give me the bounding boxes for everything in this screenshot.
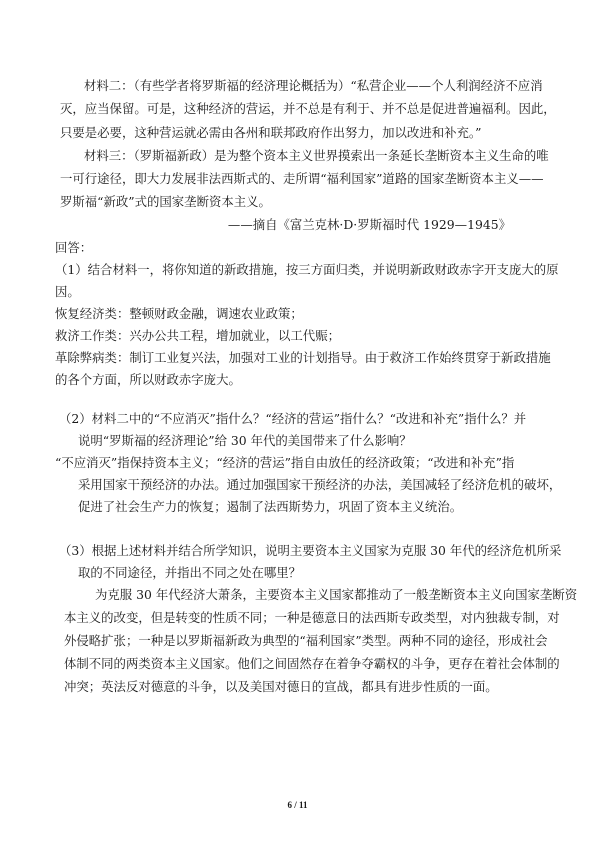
material3-line-3: 罗斯福“新政”式的国家垄断资本主义。 xyxy=(60,194,271,209)
answer3-line-5: 冲突；英法反对德意的斗争，以及美国对德日的宣战，都具有进步性质的一面。 xyxy=(64,679,498,694)
question3-line-1: （3）根据上述材料并结合所学知识，说明主要资本主义国家为克服 30 年代的经济危机所采 xyxy=(59,543,562,558)
answer1-line-3: 革除弊病类：制订工业复兴法，加强对工业的计划指导。由于救济工作始终贯穿于新政措施 xyxy=(55,350,551,365)
question1-line-1: （1）结合材料一，将你知道的新政措施，按三方面归类，并说明新政财政赤字开支庞大的原 xyxy=(55,262,559,277)
answer3-line-1: 为克服 30 年代经济大萧条，主要资本主义国家都推动了一般垄断资本主义向国家垄断资 xyxy=(95,587,578,602)
answer3-line-2: 本主义的改变，但是转变的性质不同；一种是德意日的法西斯专政类型，对内独裁专制，对 xyxy=(64,610,560,625)
answer3-line-3: 外侵略扩张；一种是以罗斯福新政为典型的“福利国家”类型。两种不同的途径，形成社会 xyxy=(64,633,548,648)
page-number: 6 / 11 xyxy=(287,800,308,810)
material2-line-3: 只要是必要，这种营运就必需由各州和联邦政府作出努力，加以改进和补充。” xyxy=(60,125,482,140)
material2-line-1: 材料二：（有些学者将罗斯福的经济理论概括为）“私营企业——个人利润经济不应消 xyxy=(84,78,543,93)
answer3-line-4: 体制不同的两类资本主义国家。他们之间固然存在着争夺霸权的斗争，更存在着社会体制的 xyxy=(64,656,560,671)
answer2-line-2: 采用国家干预经济的办法。通过加强国家干预经济的办法，美国减轻了经济危机的破坏， xyxy=(78,477,562,492)
question2-line-2: 说明“罗斯福的经济理论”给 30 年代的美国带来了什么影响？ xyxy=(78,433,412,448)
answer2-line-1: “不应消灭”指保持资本主义；“经济的营运”指自由放任的经济政策；“改进和补充”指 xyxy=(55,455,515,470)
material2-line-2: 灭，应当保留。可是，这种经济的营运，并不总是有利于、并不总是促进普遍福利。因此， xyxy=(60,101,556,116)
question3-line-2: 取的不同途径，并指出不同之处在哪里？ xyxy=(78,565,302,580)
question2-line-1: （2）材料二中的“不应消灭”指什么？“经济的营运”指什么？“改进和补充”指什么？并 xyxy=(59,411,527,426)
answer1-line-2: 救济工作类：兴办公共工程，增加就业，以工代赈； xyxy=(55,328,340,343)
material3-line-1: 材料三：（罗斯福新政）是为整个资本主义世界摸索出一条延长垄断资本主义生命的唯 xyxy=(84,148,549,163)
answer2-line-3: 促进了社会生产力的恢复；遏制了法西斯势力，巩固了资本主义统治。 xyxy=(78,499,463,514)
question1-line-2: 因。 xyxy=(55,284,80,299)
answer1-line-4: 的各个方面，所以财政赤字庞大。 xyxy=(55,372,241,387)
source-citation: ——摘自《富兰克林·D·罗斯福时代 1929—1945》 xyxy=(227,217,511,232)
material3-line-2: 一可行途径，即大力发展非法西斯式的、走所谓“福利国家”道路的国家垄断资本主义—— xyxy=(60,171,544,186)
answer-label: 回答： xyxy=(55,240,93,255)
answer1-line-1: 恢复经济类：整顿财政金融，调速农业政策； xyxy=(55,306,303,321)
